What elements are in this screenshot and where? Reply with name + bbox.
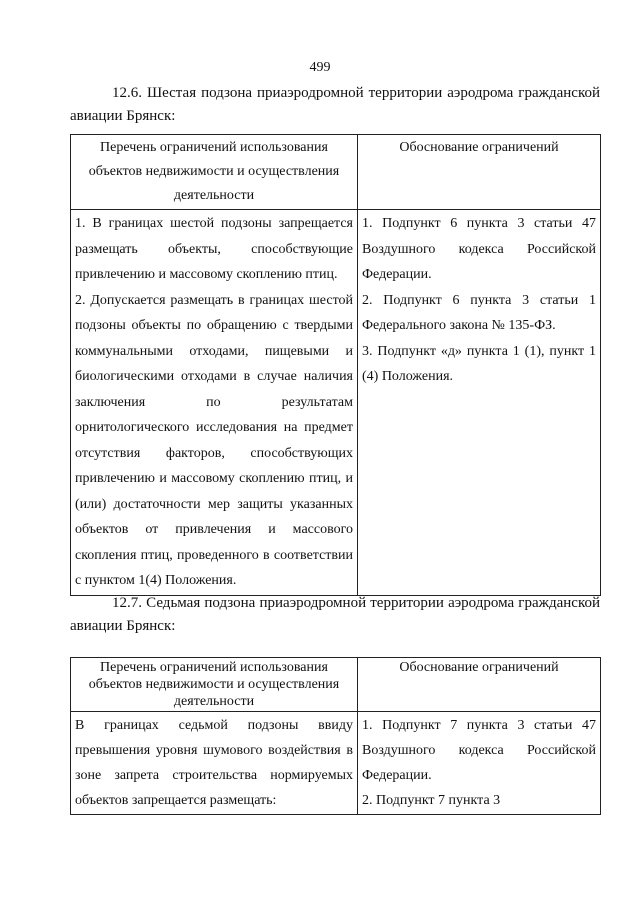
header-restrictions: Перечень ограничений использования объектов недвижимости и осуществления деятельности bbox=[71, 135, 358, 210]
restriction-paragraph: В границах седьмой подзоны ввиду превышения уровня шумового воздействия в зоне запрета строительства нормируемых объектов запрещается размещать: bbox=[75, 718, 353, 808]
restriction-paragraph: 1. В границах шестой подзоны запрещается размещать объекты, способствующие привлечению и массовому скоплению птиц. bbox=[75, 216, 353, 282]
section-12-6-table bbox=[70, 134, 601, 596]
table-header-row bbox=[71, 658, 601, 712]
restrictions-cell bbox=[71, 210, 358, 596]
section-12-7-heading: 12.7. Седьмая подзона приаэродромной территории аэродрома гражданской авиации Брянск: bbox=[70, 595, 600, 634]
justification-paragraph: 3. Подпункт «д» пункта 1 (1), пункт 1 (4) Положения. bbox=[362, 343, 596, 384]
table-row bbox=[71, 210, 601, 596]
justification-cell bbox=[358, 210, 601, 596]
page-number: 499 bbox=[309, 60, 331, 75]
restrictions-cell bbox=[71, 712, 358, 815]
table-header-row bbox=[71, 135, 601, 210]
section-12-7-table bbox=[70, 657, 601, 815]
section-12-6-heading: 12.6. Шестая подзона приаэродромной территории аэродрома гражданской авиации Брянск: bbox=[70, 85, 600, 124]
justification-paragraph: 1. Подпункт 6 пункта 3 статьи 47 Воздушного кодекса Российской Федерации. bbox=[362, 216, 596, 282]
justification-paragraph: 2. Подпункт 7 пункта 3 bbox=[362, 793, 501, 808]
justification-cell bbox=[358, 712, 601, 815]
table-row bbox=[71, 712, 601, 815]
justification-paragraph: 2. Подпункт 6 пункта 3 статьи 1 Федерального закона № 135-ФЗ. bbox=[362, 292, 596, 333]
header-restrictions: Перечень ограничений использования объектов недвижимости и осуществления деятельности bbox=[71, 658, 358, 712]
header-justification: Обоснование ограничений bbox=[358, 658, 601, 712]
restriction-paragraph: 2. Допускается размещать в границах шестой подзоны объекты по обращению с твердыми коммунальными отходами, пищевыми и биологическими отходами в случае наличия заключения по результатам орнитологического исследования на предмет отсутствия факторов, способствующих привлечению и массовому скоплению птиц, и (или) достаточности мер защиты указанных объектов от привлечения и массового скопления птиц, проведенного в соответствии с пунктом 1(4) Положения. bbox=[75, 292, 353, 588]
justification-paragraph: 1. Подпункт 7 пункта 3 статьи 47 Воздушного кодекса Российской Федерации. bbox=[362, 718, 596, 783]
header-justification: Обоснование ограничений bbox=[358, 135, 601, 210]
